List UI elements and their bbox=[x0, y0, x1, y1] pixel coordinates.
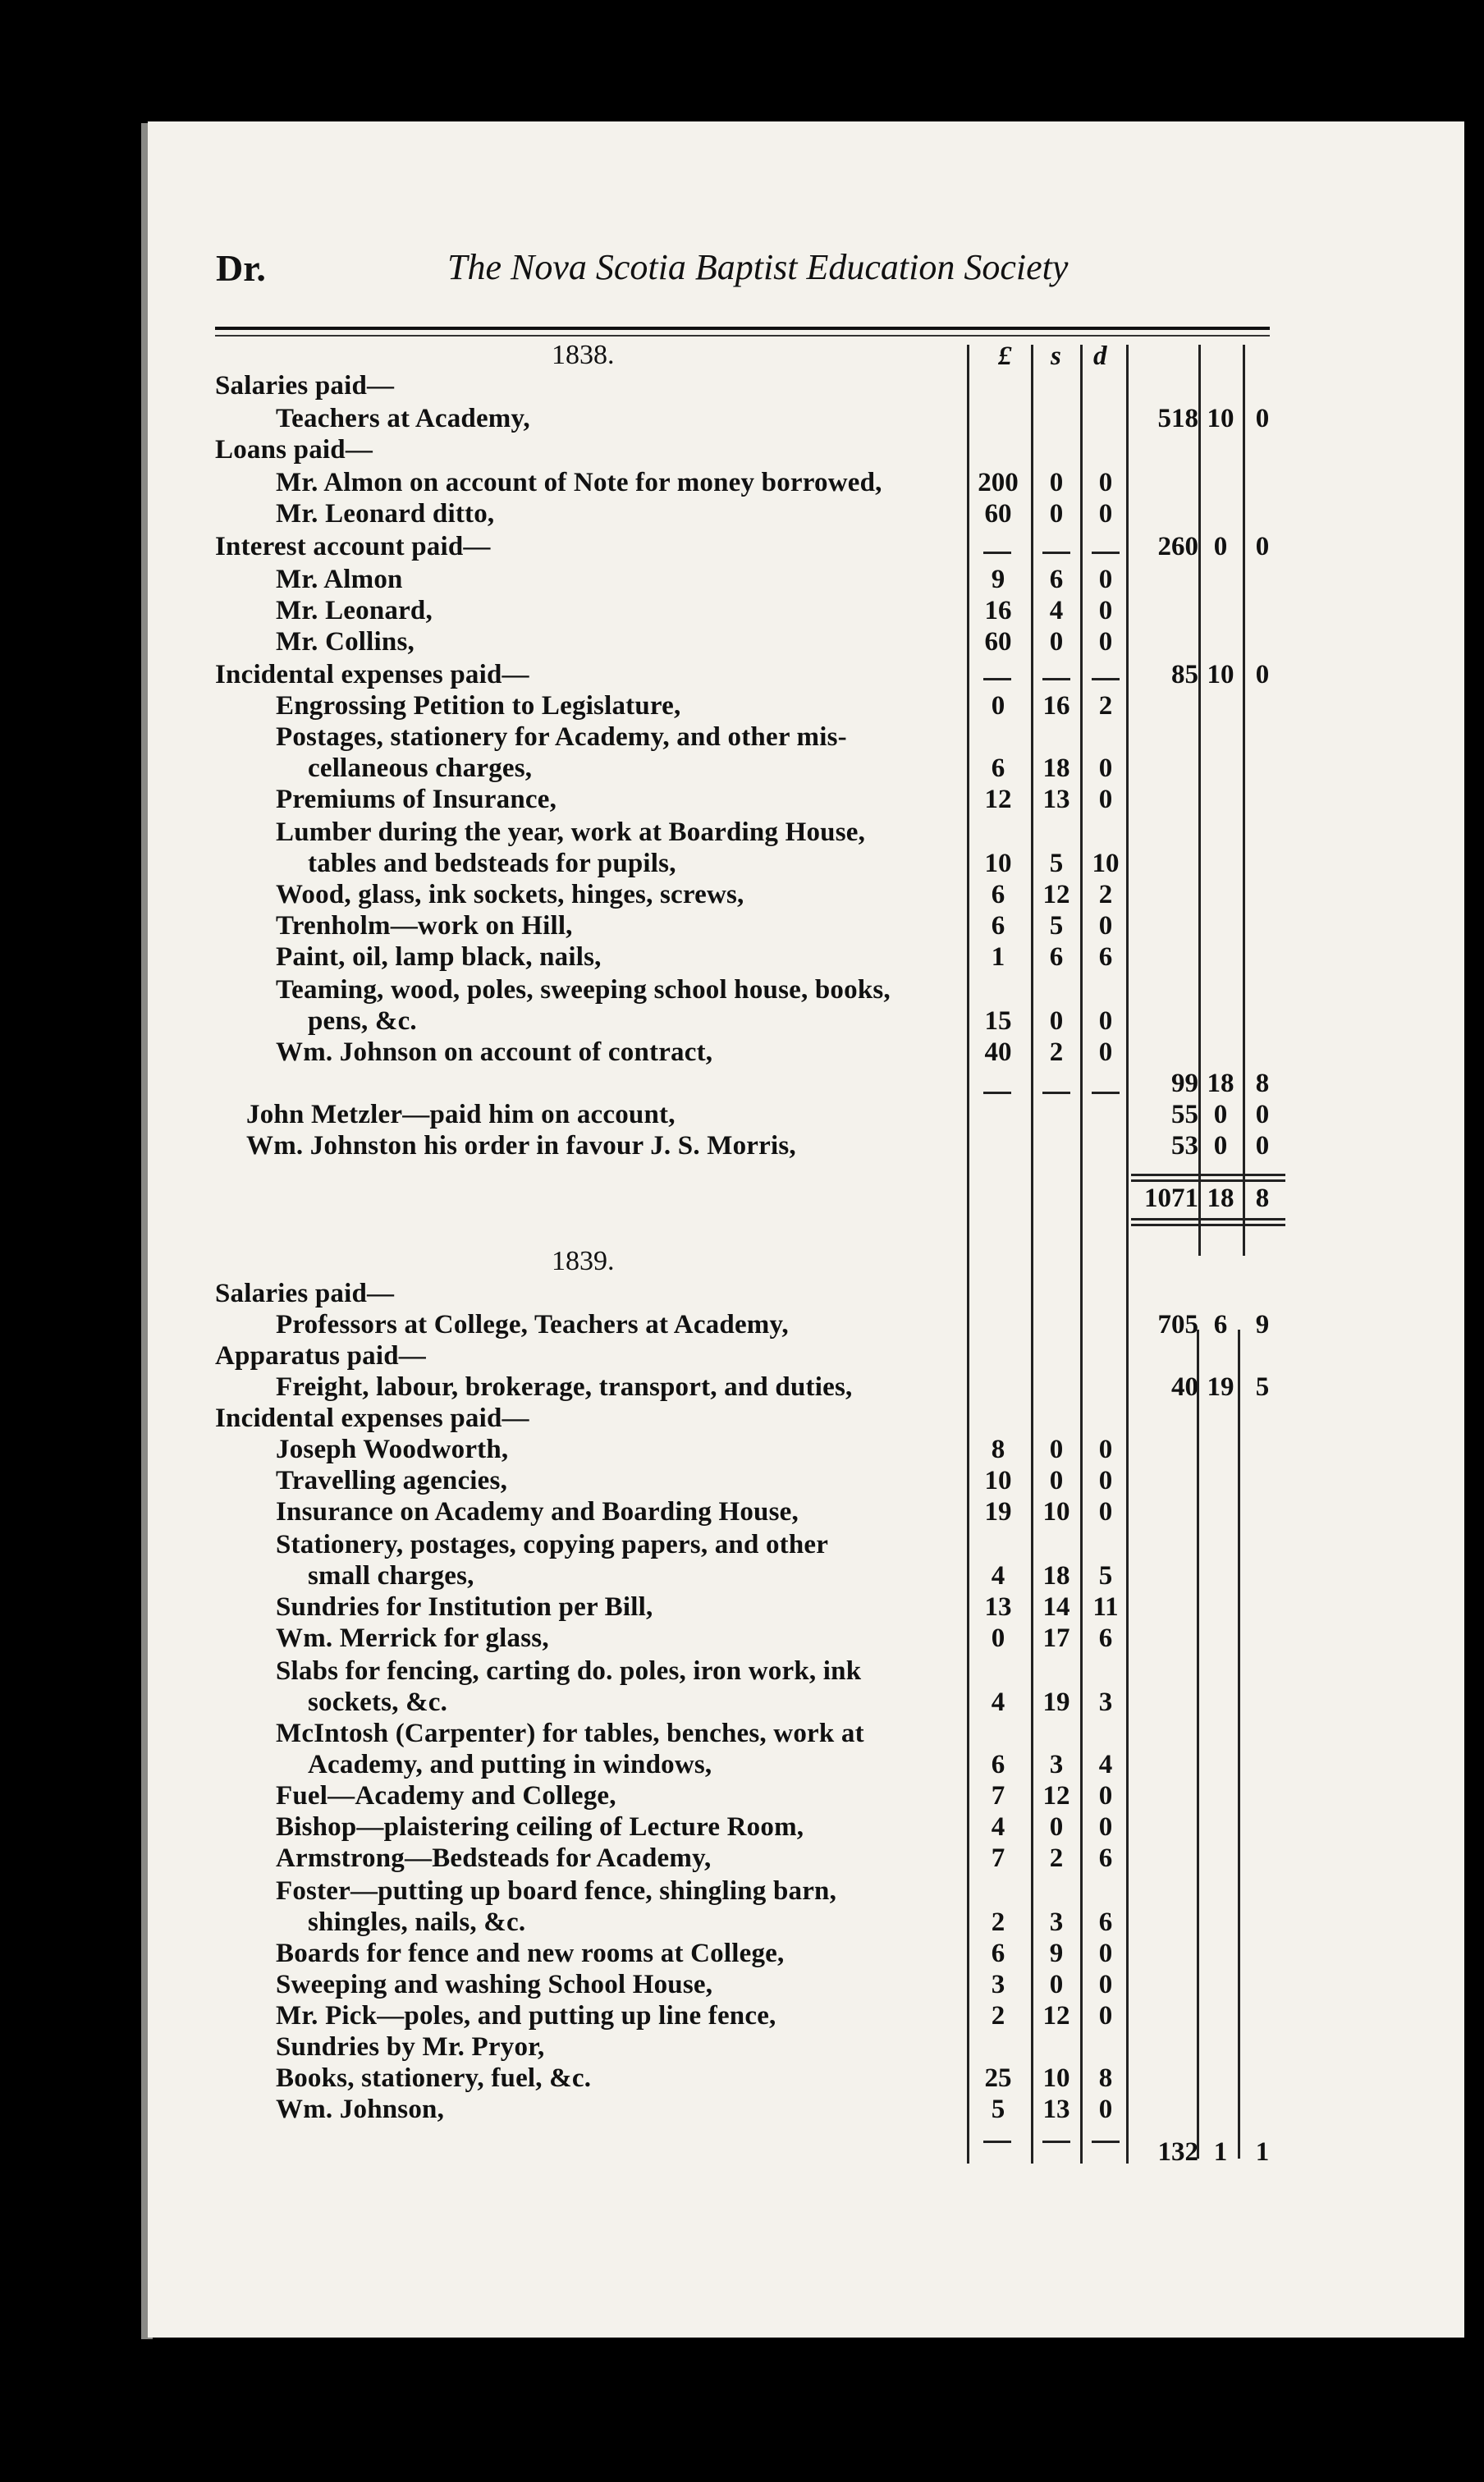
amount-pence: 6 bbox=[1098, 942, 1113, 972]
amount-pounds: 3 bbox=[991, 1970, 1005, 1999]
entry-label: small charges, bbox=[308, 1561, 474, 1591]
total-shillings: 18 bbox=[1207, 1184, 1234, 1213]
total-pence: 5 bbox=[1255, 1372, 1270, 1402]
entry-label: Travelling agencies, bbox=[276, 1466, 508, 1495]
shillings-column-header: s bbox=[1051, 341, 1061, 371]
dr-label: Dr. bbox=[216, 247, 266, 289]
entry-label: Fuel—Academy and College, bbox=[276, 1781, 616, 1811]
ledger-row bbox=[0, 2032, 1484, 2065]
total-shillings: 1 bbox=[1213, 2137, 1228, 2167]
ledger-row bbox=[0, 817, 1484, 850]
amount-shillings: 10 bbox=[1042, 2063, 1070, 2093]
amount-shillings: 12 bbox=[1042, 2001, 1070, 2031]
amount-pounds: 200 bbox=[978, 468, 1019, 497]
amount-pounds: 0 bbox=[991, 691, 1005, 721]
total-shillings: 0 bbox=[1213, 1100, 1228, 1129]
ledger-row bbox=[0, 404, 1484, 437]
amount-pence: 4 bbox=[1098, 1750, 1113, 1779]
ledger-row bbox=[0, 1497, 1484, 1530]
ledger-row bbox=[0, 1843, 1484, 1876]
amount-pounds: 1 bbox=[991, 942, 1005, 972]
total-pounds: 132 bbox=[1157, 2137, 1198, 2167]
amount-shillings: 0 bbox=[1049, 1466, 1064, 1495]
ledger-row bbox=[0, 435, 1484, 468]
ledger-row bbox=[0, 1069, 1484, 1101]
total-shillings: 18 bbox=[1207, 1069, 1234, 1098]
amount-pounds: 2 bbox=[991, 1907, 1005, 1937]
amount-pence: 0 bbox=[1098, 627, 1113, 657]
ledger-row bbox=[0, 942, 1484, 975]
ledger-row bbox=[0, 1037, 1484, 1070]
amount-shillings: 14 bbox=[1042, 1592, 1070, 1622]
amount-pounds: 10 bbox=[984, 1466, 1012, 1495]
amount-pence: 0 bbox=[1098, 2095, 1113, 2124]
ledger-row bbox=[0, 849, 1484, 882]
entry-label: Salaries paid— bbox=[215, 1279, 395, 1308]
sum-rule-upper bbox=[1131, 1174, 1285, 1176]
ledger-row bbox=[0, 2001, 1484, 2034]
entry-label: Sundries by Mr. Pryor, bbox=[276, 2032, 545, 2062]
ledger-row bbox=[0, 1184, 1484, 1216]
amount-pounds: 40 bbox=[984, 1037, 1012, 1067]
ledger-row bbox=[0, 627, 1484, 660]
entry-label: Wm. Johnston his order in favour J. S. Morris, bbox=[246, 1131, 796, 1161]
entry-label: Mr. Almon on account of Note for money borrowed, bbox=[276, 468, 882, 497]
total-pounds: 40 bbox=[1171, 1372, 1198, 1402]
amount-pence: 0 bbox=[1098, 785, 1113, 814]
amount-pounds: 60 bbox=[984, 627, 1012, 657]
total-pounds: 1071 bbox=[1144, 1184, 1198, 1213]
amount-pence: 0 bbox=[1098, 753, 1113, 783]
amount-pence: 6 bbox=[1098, 1623, 1113, 1653]
entry-label: Slabs for fencing, carting do. poles, iron work, ink bbox=[276, 1656, 862, 1686]
ledger-row bbox=[0, 2137, 1484, 2170]
ledger-row bbox=[0, 1876, 1484, 1909]
entry-label: pens, &c. bbox=[308, 1006, 417, 1036]
amount-shillings: 18 bbox=[1042, 1561, 1070, 1591]
pounds-column-header: £ bbox=[998, 341, 1012, 371]
entry-label: Wm. Johnson on account of contract, bbox=[276, 1037, 713, 1067]
amount-pounds: 10 bbox=[984, 849, 1012, 878]
amount-pounds: 6 bbox=[991, 1750, 1005, 1779]
ledger-row bbox=[0, 371, 1484, 404]
amount-pounds: 6 bbox=[991, 753, 1005, 783]
amount-pence: 0 bbox=[1098, 1970, 1113, 1999]
entry-label: Bishop—plaistering ceiling of Lecture Room, bbox=[276, 1812, 804, 1842]
amount-pounds: 0 bbox=[991, 1623, 1005, 1653]
amount-pence: 0 bbox=[1098, 565, 1113, 594]
entry-label: Mr. Leonard, bbox=[276, 596, 433, 625]
ledger-row bbox=[0, 1372, 1484, 1405]
amount-pence: 0 bbox=[1098, 1781, 1113, 1811]
amount-pence: 10 bbox=[1092, 849, 1120, 878]
amount-pounds: 5 bbox=[991, 2095, 1005, 2124]
total-shillings: 10 bbox=[1207, 404, 1234, 433]
entry-label: cellaneous charges, bbox=[308, 753, 533, 783]
ledger-row bbox=[0, 660, 1484, 693]
total-pounds: 705 bbox=[1157, 1310, 1198, 1339]
total-pounds: 518 bbox=[1157, 404, 1198, 433]
total-pence: 1 bbox=[1255, 2137, 1270, 2167]
amount-pounds: 4 bbox=[991, 1687, 1005, 1717]
entry-label: Professors at College, Teachers at Academy, bbox=[276, 1310, 789, 1339]
ledger-row bbox=[0, 1687, 1484, 1720]
total-pence: 0 bbox=[1255, 1100, 1270, 1129]
entry-label: Trenholm—work on Hill, bbox=[276, 911, 573, 941]
amount-shillings: 13 bbox=[1042, 2095, 1070, 2124]
total-shillings: 0 bbox=[1213, 1131, 1228, 1161]
entry-label: Sundries for Institution per Bill, bbox=[276, 1592, 653, 1622]
total-pounds: 85 bbox=[1171, 660, 1198, 689]
ledger-row bbox=[0, 753, 1484, 786]
amount-shillings: 2 bbox=[1049, 1843, 1064, 1873]
amount-pence: 0 bbox=[1098, 1497, 1113, 1527]
amount-pounds: 6 bbox=[991, 911, 1005, 941]
entry-label: Loans paid— bbox=[215, 435, 373, 465]
ledger-row bbox=[0, 1341, 1484, 1374]
amount-pounds: 12 bbox=[984, 785, 1012, 814]
entry-label: Lumber during the year, work at Boarding House, bbox=[276, 817, 866, 847]
amount-pence: 2 bbox=[1098, 691, 1113, 721]
ledger-row bbox=[0, 1310, 1484, 1343]
amount-shillings: 6 bbox=[1049, 942, 1064, 972]
amount-shillings: 19 bbox=[1042, 1687, 1070, 1717]
entry-label: John Metzler—paid him on account, bbox=[246, 1100, 676, 1129]
amount-shillings: 0 bbox=[1049, 1970, 1064, 1999]
ledger-row bbox=[0, 1279, 1484, 1312]
amount-pence: 6 bbox=[1098, 1907, 1113, 1937]
entry-label: Sweeping and washing School House, bbox=[276, 1970, 713, 1999]
ledger-row bbox=[0, 785, 1484, 817]
ledger-row bbox=[0, 2063, 1484, 2096]
entry-label: Joseph Woodworth, bbox=[276, 1435, 509, 1464]
ledger-row bbox=[0, 1006, 1484, 1039]
total-pence: 0 bbox=[1255, 660, 1270, 689]
amount-shillings: 10 bbox=[1042, 1497, 1070, 1527]
amount-shillings: 0 bbox=[1049, 627, 1064, 657]
ledger-row bbox=[0, 1592, 1484, 1625]
entry-label: Books, stationery, fuel, &c. bbox=[276, 2063, 592, 2093]
entry-label: Teaming, wood, poles, sweeping school house, books, bbox=[276, 975, 891, 1005]
amount-shillings: 0 bbox=[1049, 1812, 1064, 1842]
entry-label: Engrossing Petition to Legislature, bbox=[276, 691, 681, 721]
year-heading-1839: 1839. bbox=[552, 1246, 615, 1276]
ledger-row bbox=[0, 1561, 1484, 1594]
total-shillings: 0 bbox=[1213, 532, 1228, 561]
entry-label: Boards for fence and new rooms at College, bbox=[276, 1939, 785, 1968]
entry-label: Mr. Leonard ditto, bbox=[276, 499, 495, 529]
amount-pence: 0 bbox=[1098, 1939, 1113, 1968]
ledger-row bbox=[0, 596, 1484, 629]
ledger-row bbox=[0, 1781, 1484, 1814]
amount-pence: 0 bbox=[1098, 1037, 1113, 1067]
ledger-row bbox=[0, 1435, 1484, 1468]
amount-pence: 8 bbox=[1098, 2063, 1113, 2093]
amount-shillings: 0 bbox=[1049, 468, 1064, 497]
amount-pounds: 9 bbox=[991, 565, 1005, 594]
total-pence: 9 bbox=[1255, 1310, 1270, 1339]
total-pounds: 99 bbox=[1171, 1069, 1198, 1098]
entry-label: Teachers at Academy, bbox=[276, 404, 530, 433]
amount-pence: 6 bbox=[1098, 1843, 1113, 1873]
ledger-row bbox=[0, 1530, 1484, 1563]
amount-pounds: 19 bbox=[984, 1497, 1012, 1527]
entry-label: Incidental expenses paid— bbox=[215, 1404, 529, 1433]
amount-shillings: 12 bbox=[1042, 880, 1070, 909]
total-pence: 0 bbox=[1255, 532, 1270, 561]
amount-shillings: 3 bbox=[1049, 1907, 1064, 1937]
amount-pounds: 7 bbox=[991, 1781, 1005, 1811]
amount-pounds: 7 bbox=[991, 1843, 1005, 1873]
amount-pence: 0 bbox=[1098, 596, 1113, 625]
ledger-row bbox=[0, 1466, 1484, 1499]
pence-column-header: d bbox=[1093, 341, 1107, 371]
amount-pence: 0 bbox=[1098, 1812, 1113, 1842]
entry-label: Interest account paid— bbox=[215, 532, 491, 561]
amount-shillings: 0 bbox=[1049, 1435, 1064, 1464]
amount-pence: 0 bbox=[1098, 1466, 1113, 1495]
total-shillings: 10 bbox=[1207, 660, 1234, 689]
amount-pence: 0 bbox=[1098, 1435, 1113, 1464]
amount-pence: 0 bbox=[1098, 2001, 1113, 2031]
ledger-row bbox=[0, 1939, 1484, 1971]
amount-shillings: 17 bbox=[1042, 1623, 1070, 1653]
ledger-row bbox=[0, 1970, 1484, 2003]
entry-label: tables and bedsteads for pupils, bbox=[308, 849, 676, 878]
amount-pence: 0 bbox=[1098, 911, 1113, 941]
total-shillings: 19 bbox=[1207, 1372, 1234, 1402]
ledger-row bbox=[0, 2095, 1484, 2127]
amount-shillings: 3 bbox=[1049, 1750, 1064, 1779]
ledger-row bbox=[0, 1719, 1484, 1752]
amount-shillings: 0 bbox=[1049, 1006, 1064, 1036]
amount-shillings: 13 bbox=[1042, 785, 1070, 814]
amount-shillings: 12 bbox=[1042, 1781, 1070, 1811]
entry-label: Foster—putting up board fence, shingling barn, bbox=[276, 1876, 837, 1906]
entry-label: Armstrong—Bedsteads for Academy, bbox=[276, 1843, 712, 1873]
amount-pounds: 8 bbox=[991, 1435, 1005, 1464]
amount-pounds: 4 bbox=[991, 1812, 1005, 1842]
amount-shillings: 6 bbox=[1049, 565, 1064, 594]
entry-label: Mr. Almon bbox=[276, 565, 403, 594]
amount-shillings: 5 bbox=[1049, 849, 1064, 878]
entry-label: Academy, and putting in windows, bbox=[308, 1750, 712, 1779]
amount-pounds: 13 bbox=[984, 1592, 1012, 1622]
ledger-row bbox=[0, 499, 1484, 532]
amount-pounds: 25 bbox=[984, 2063, 1012, 2093]
amount-shillings: 2 bbox=[1049, 1037, 1064, 1067]
amount-pounds: 16 bbox=[984, 596, 1012, 625]
entry-label: Salaries paid— bbox=[215, 371, 395, 401]
amount-shillings: 9 bbox=[1049, 1939, 1064, 1968]
entry-label: Postages, stationery for Academy, and other mis- bbox=[276, 722, 847, 752]
amount-pence: 0 bbox=[1098, 1006, 1113, 1036]
entry-label: Paint, oil, lamp black, nails, bbox=[276, 942, 602, 972]
ledger-row bbox=[0, 691, 1484, 724]
entry-label: Wm. Merrick for glass, bbox=[276, 1623, 549, 1653]
entry-label: Wood, glass, ink sockets, hinges, screws, bbox=[276, 880, 744, 909]
entry-label: Apparatus paid— bbox=[215, 1341, 426, 1371]
ledger-row bbox=[0, 722, 1484, 755]
amount-pounds: 6 bbox=[991, 880, 1005, 909]
amount-shillings: 4 bbox=[1049, 596, 1064, 625]
page-title: The Nova Scotia Baptist Education Society bbox=[447, 247, 1069, 287]
amount-pounds: 15 bbox=[984, 1006, 1012, 1036]
amount-shillings: 0 bbox=[1049, 499, 1064, 529]
entry-label: shingles, nails, &c. bbox=[308, 1907, 526, 1937]
amount-pence: 0 bbox=[1098, 468, 1113, 497]
ledger-row bbox=[0, 1131, 1484, 1164]
ledger-row bbox=[0, 565, 1484, 598]
total-pounds: 260 bbox=[1157, 532, 1198, 561]
amount-pence: 11 bbox=[1092, 1592, 1119, 1622]
entry-label: Stationery, postages, copying papers, and other bbox=[276, 1530, 829, 1559]
total-pence: 0 bbox=[1255, 404, 1270, 433]
total-pence: 0 bbox=[1255, 1131, 1270, 1161]
ledger-row bbox=[0, 911, 1484, 944]
total-shillings: 6 bbox=[1213, 1310, 1228, 1339]
amount-pence: 0 bbox=[1098, 499, 1113, 529]
entry-label: Mr. Collins, bbox=[276, 627, 415, 657]
total-pence: 8 bbox=[1255, 1069, 1270, 1098]
ledger-row bbox=[0, 468, 1484, 501]
ledger-row bbox=[0, 1100, 1484, 1133]
ledger-row bbox=[0, 1750, 1484, 1783]
ledger-row bbox=[0, 1812, 1484, 1845]
total-pounds: 55 bbox=[1171, 1100, 1198, 1129]
amount-pence: 5 bbox=[1098, 1561, 1113, 1591]
entry-label: McIntosh (Carpenter) for tables, benches, work at bbox=[276, 1719, 864, 1748]
entry-label: Mr. Pick—poles, and putting up line fence, bbox=[276, 2001, 776, 2031]
ledger-row bbox=[0, 975, 1484, 1008]
total-pounds: 53 bbox=[1171, 1131, 1198, 1161]
sum-rule-upper-2 bbox=[1131, 1179, 1285, 1182]
amount-shillings: 18 bbox=[1042, 753, 1070, 783]
year-heading-1838: 1838. bbox=[552, 340, 615, 370]
entry-label: sockets, &c. bbox=[308, 1687, 448, 1717]
amount-pounds: 2 bbox=[991, 2001, 1005, 2031]
entry-label: Insurance on Academy and Boarding House, bbox=[276, 1497, 799, 1527]
ledger-row bbox=[0, 880, 1484, 913]
total-pence: 8 bbox=[1255, 1184, 1270, 1213]
amount-pence: 2 bbox=[1098, 880, 1113, 909]
ledger-row bbox=[0, 532, 1484, 565]
amount-pounds: 6 bbox=[991, 1939, 1005, 1968]
amount-shillings: 5 bbox=[1049, 911, 1064, 941]
amount-pence: 3 bbox=[1098, 1687, 1113, 1717]
entry-label: Incidental expenses paid— bbox=[215, 660, 529, 689]
entry-label: Premiums of Insurance, bbox=[276, 785, 557, 814]
ledger-row bbox=[0, 1404, 1484, 1436]
ledger-row bbox=[0, 1656, 1484, 1689]
entry-label: Freight, labour, brokerage, transport, and duties, bbox=[276, 1372, 853, 1402]
ledger-row bbox=[0, 1907, 1484, 1940]
amount-pounds: 60 bbox=[984, 499, 1012, 529]
ledger-row bbox=[0, 1623, 1484, 1656]
entry-label: Wm. Johnson, bbox=[276, 2095, 445, 2124]
amount-shillings: 16 bbox=[1042, 691, 1070, 721]
amount-pounds: 4 bbox=[991, 1561, 1005, 1591]
sum-rule-lower bbox=[1131, 1218, 1285, 1220]
sum-rule-lower-2 bbox=[1131, 1224, 1285, 1226]
